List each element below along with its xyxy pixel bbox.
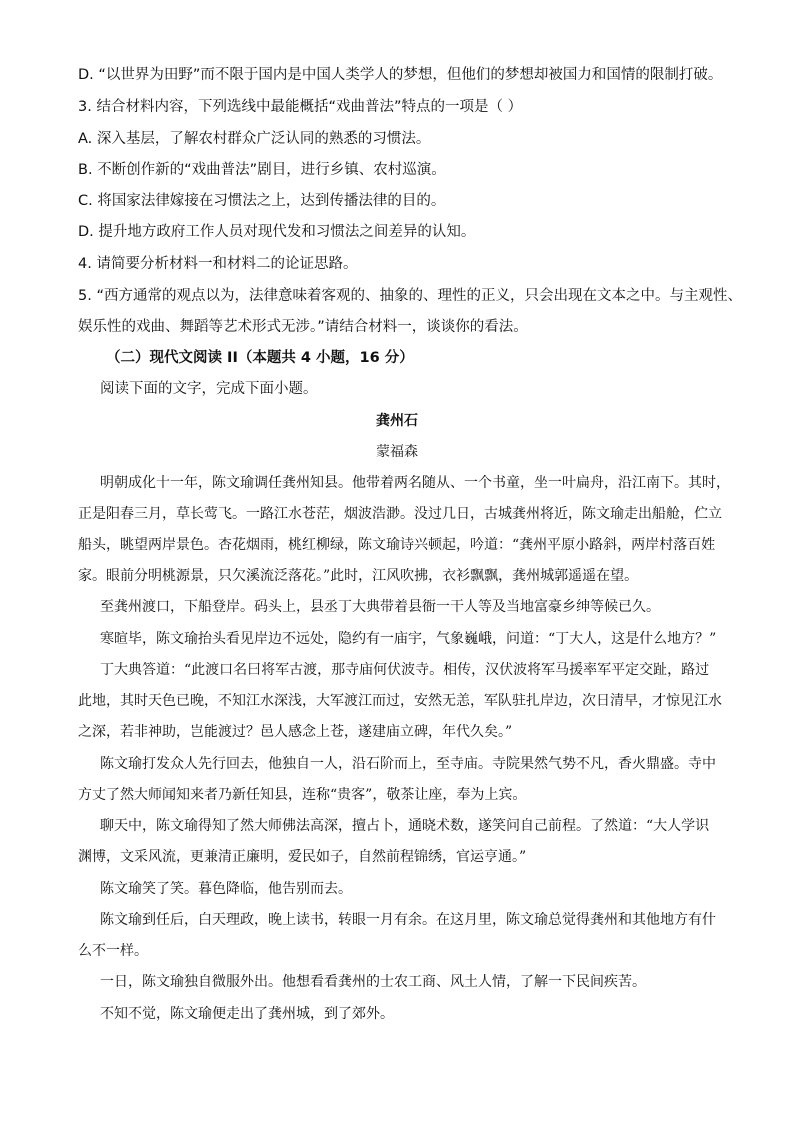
question-5-line-1: 5. “西方通常的观点以为，法律意味着客观的、抽象的、理性的正义，只会出现在文本之中。与主观性、 (78, 288, 742, 304)
story-line: 陈文瑜到任后，白天理政，晚上读书，转眼一月有余。在这月里，陈文瑜总觉得龚州和其他地方有什 (100, 912, 716, 928)
story-line: 丁大典答道：“此渡口名曰将军古渡，那寺庙何伏波寺。相传，汉伏波将军马援率军平定交趾，路过 (100, 662, 710, 678)
section-instruction: 阅读下面的文字，完成下面小题。 (100, 381, 318, 397)
story-line: 船头，眺望两岸景色。杏花烟雨，桃红柳绿，陈文瑜诗兴顿起，吟道：“龚州平原小路斜，两岸村落百姓 (78, 537, 716, 553)
story-line: 不知不觉，陈文瑜便走出了龚州城，到了郊外。 (100, 1006, 394, 1022)
story-line: 之深，若非神助，岂能渡过？邑人感念上苍，遂建庙立碑，年代久矣。” (78, 724, 513, 740)
story-line: 一日，陈文瑜独自微服外出。他想看看龚州的士农工商、风土人情，了解一下民间疾苦。 (100, 974, 646, 990)
story-line: 方丈了然大师闻知来者乃新任知县，连称“贵客”，敬茶让座，奉为上宾。 (78, 787, 527, 803)
option-c: C. 将国家法律嫁接在习惯法之上，达到传播法律的目的。 (78, 193, 446, 209)
story-line: 家。眼前分明桃源景，只欠溪流泛落花。”此时，江风吹拂，衣衫飘飘，龚州城郭遥遥在望。 (78, 568, 639, 584)
story-author: 蒙福森 (376, 444, 418, 460)
option-a: A. 深入基层，了解农村群众广泛认同的熟悉的习惯法。 (78, 131, 431, 147)
story-line: 陈文瑜笑了笑。暮色降临，他告别而去。 (100, 881, 352, 897)
story-line: 至龚州渡口，下船登岸。码头上，县丞丁大典带着县衙一干人等及当地富豪乡绅等候已久。 (100, 599, 660, 615)
story-title: 龚州石 (376, 413, 418, 429)
story-line: 聊天中，陈文瑜得知了然大师佛法高深，擅占卜，通晓术数，遂笑问自己前程。了然道：“大人学识 (100, 818, 710, 834)
story-line: 此地，其时天色已晚，不知江水深浅，大军渡江而过，安然无恙，军队驻扎岸边，次日清早，才惊见江水 (78, 693, 722, 709)
story-line: 正是阳春三月，草长莺飞。一路江水苍茫，烟波浩渺。没过几日，古城龚州将近，陈文瑜走出船舱，伫立 (78, 506, 722, 522)
section-heading: （二）现代文阅读 II（本题共 4 小题，16 分） (106, 350, 414, 366)
question-3: 3. 结合材料内容，下列选线中最能概括“戏曲普法”特点的一项是（ ） (78, 99, 523, 115)
story-line: 渊博，文采风流，更兼清正廉明，爱民如子，自然前程锦绣，官运亨通。” (78, 849, 527, 865)
story-line: 寒暄毕，陈文瑜抬头看见岸边不远处，隐约有一庙宇，气象巍峨，问道：“丁大人，这是什么地方？” (100, 631, 717, 647)
question-4: 4. 请简要分析材料一和材料二的论证思路。 (78, 256, 358, 272)
story-line: 么不一样。 (78, 943, 148, 959)
question-5-line-2: 娱乐性的戏曲、舞蹈等艺术形式无涉。”请结合材料一，谈谈你的看法。 (78, 319, 528, 335)
option-b: B. 不断创作新的“戏曲普法”剧目，进行乡镇、农村巡演。 (78, 162, 446, 178)
option-d-q2: D. “以世界为田野”而不限于国内是中国人类学人的梦想，但他们的梦想却被国力和国情的限制打破。 (78, 67, 723, 83)
option-d: D. 提升地方政府工作人员对现代发和习惯法之间差异的认知。 (78, 224, 476, 240)
story-line: 明朝成化十一年，陈文瑜调任龚州知县。他带着两名随从、一个书童，坐一叶扁舟，沿江南下。其时， (100, 475, 730, 491)
story-line: 陈文瑜打发众人先行回去，他独自一人，沿石阶而上，至寺庙。寺院果然气势不凡，香火鼎盛。寺中 (100, 756, 716, 772)
